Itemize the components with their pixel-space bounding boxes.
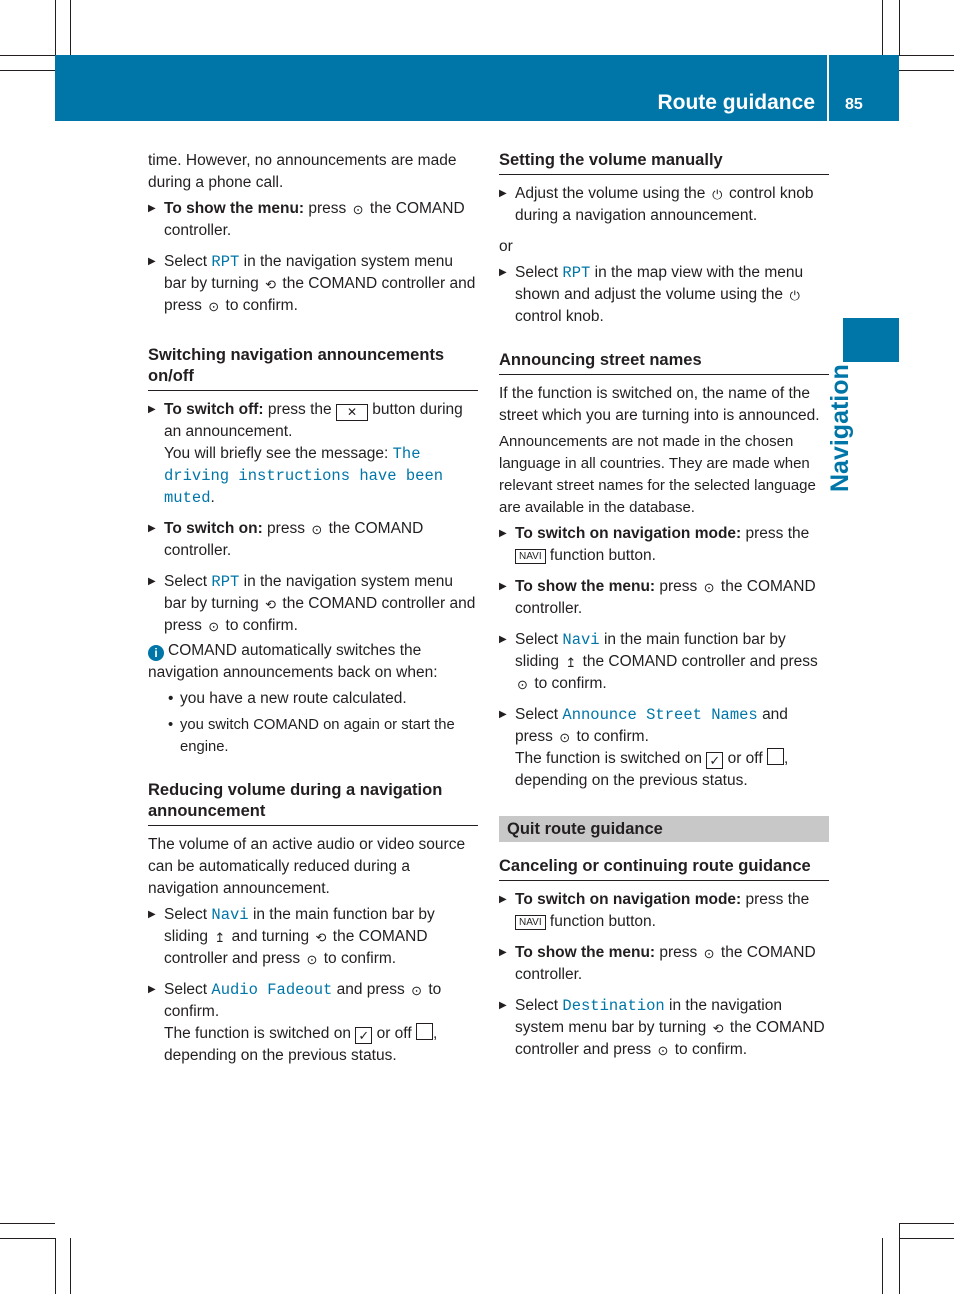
press-icon: ⊙: [352, 202, 364, 217]
page-header: [55, 55, 899, 121]
turn-controller-icon: ⟲: [315, 930, 327, 945]
reduce-text: The volume of an active audio or video source can be automatically reduced during a navigation announcement.: [148, 836, 466, 897]
press-icon: ⊙: [208, 619, 220, 634]
crop-mark: [70, 0, 71, 55]
heading-cancel: Canceling or continuing route guidance: [499, 856, 829, 881]
step-show-menu-r2: ▶ To show the menu: press ⊙ the COMAND controller.: [499, 942, 829, 986]
checkbox-empty-icon: [767, 748, 784, 765]
crop-mark: [70, 1238, 71, 1294]
left-column: [148, 150, 478, 1076]
step-show-menu-r: ▶ To show the menu: press ⊙ the COMAND controller.: [499, 576, 829, 620]
step-show-menu: ▶ To show the menu: press ⊙ the COMAND controller.: [148, 198, 478, 242]
page-number: 85: [845, 96, 863, 113]
header-divider: [827, 55, 829, 121]
heading-volume: Setting the volume manually: [499, 150, 829, 175]
press-icon: ⊙: [306, 952, 318, 967]
navi-key-icon: NAVI: [515, 915, 546, 930]
or-text: or: [499, 238, 513, 255]
list-item: • you switch COMAND on again or start the engine.: [148, 714, 478, 758]
slide-up-icon: ↥: [565, 655, 577, 670]
crop-mark: [0, 55, 55, 56]
street-text-1: If the function is switched on, the name of the street which you are turning into is announced.: [499, 385, 820, 424]
step-switch-off: ▶ To switch off: press the ✕ button during an announcement. You will briefly see the message: The driving instructions have been muted.: [148, 399, 478, 509]
step-switch-on: ▶ To switch on: press ⊙ the COMAND controller.: [148, 518, 478, 562]
heading-switching: Switching navigation announcements on/off: [148, 345, 478, 391]
crop-mark: [882, 1238, 883, 1294]
crop-mark: [882, 0, 883, 55]
step-audio-fadeout: ▶ Select Audio Fadeout and press ⊙ to confirm. The function is switched on ✓ or off , depending on the previous status.: [148, 979, 478, 1067]
chapter-label: Navigation: [826, 364, 854, 492]
crop-mark: [899, 1223, 954, 1224]
crop-mark: [0, 70, 55, 71]
step-navi-mode: ▶ To switch on navigation mode: press the NAVI function button.: [499, 523, 829, 567]
step-navi-mode-2: ▶ To switch on navigation mode: press the NAVI function button.: [499, 889, 829, 933]
section-quit-route: Quit route guidance: [499, 816, 829, 842]
crop-mark: [0, 1223, 55, 1224]
press-icon: ⊙: [208, 299, 220, 314]
crop-mark: [899, 70, 954, 71]
checkbox-checked-icon: ✓: [355, 1027, 372, 1044]
turn-controller-icon: ⟲: [712, 1021, 724, 1036]
checkbox-checked-icon: ✓: [706, 752, 723, 769]
turn-controller-icon: ⟲: [265, 597, 277, 612]
navi-key-icon: NAVI: [515, 549, 546, 564]
crop-mark: [0, 1238, 55, 1239]
step-select-rpt: ▶ Select RPT in the navigation system menu bar by turning ⟲ the COMAND controller and press ⊙ to confirm.: [148, 251, 478, 317]
press-icon: ⊙: [517, 677, 528, 692]
checkbox-empty-icon: [416, 1023, 433, 1040]
crop-mark: [55, 1238, 56, 1294]
mute-button-icon: ✕: [336, 404, 368, 421]
crop-mark: [55, 0, 56, 55]
crop-mark: [899, 0, 900, 55]
intro-text: time. However, no announcements are made during a phone call.: [148, 152, 457, 191]
press-icon: ⊙: [311, 522, 323, 537]
right-column: [499, 150, 829, 1070]
volume-knob-icon: ⏻: [712, 187, 723, 202]
step-adjust-volume: ▶ Adjust the volume using the ⏻ control knob during a navigation announcement.: [499, 183, 829, 227]
press-icon: ⊙: [559, 730, 571, 745]
turn-controller-icon: ⟲: [265, 277, 277, 292]
info-note: i COMAND automatically switches the navigation announcements back on when:: [148, 642, 438, 681]
step-select-rpt-map: ▶ Select RPT in the map view with the menu shown and adjust the volume using the ⏻ control knob.: [499, 262, 829, 328]
heading-street-names: Announcing street names: [499, 350, 829, 375]
step-select-rpt-2: ▶ Select RPT in the navigation system menu bar by turning ⟲ the COMAND controller and press ⊙ to confirm.: [148, 571, 478, 637]
step-select-navi: ▶ Select Navi in the main function bar by sliding ↥ and turning ⟲ the COMAND controller and press ⊙ to confirm.: [148, 904, 478, 970]
list-item: • you have a new route calculated.: [148, 688, 478, 710]
info-icon: i: [148, 645, 164, 661]
crop-mark: [899, 1238, 954, 1239]
press-icon: ⊙: [703, 580, 715, 595]
press-icon: ⊙: [703, 946, 715, 961]
step-select-destination: ▶ Select Destination in the navigation system menu bar by turning ⟲ the COMAND controller and press ⊙ to confirm.: [499, 995, 829, 1061]
volume-knob-icon: ⏻: [789, 288, 800, 303]
crop-mark: [899, 1223, 900, 1294]
crop-mark: [899, 55, 954, 56]
slide-up-icon: ↥: [214, 930, 226, 945]
step-select-navi-r: ▶ Select Navi in the main function bar by sliding ↥ the COMAND controller and press ⊙ to confirm.: [499, 629, 829, 695]
chapter-tab: [843, 318, 899, 362]
street-text-2: Announcements are not made in the chosen language in all countries. They are made when relevant street names for the selected language are available in the database.: [499, 433, 816, 516]
press-icon: ⊙: [657, 1043, 669, 1058]
heading-reducing: Reducing volume during a navigation announcement: [148, 780, 478, 826]
press-icon: ⊙: [411, 983, 422, 998]
section-title: Route guidance: [657, 91, 815, 114]
step-announce-street: ▶ Select Announce Street Names and press ⊙ to confirm. The function is switched on ✓ or off , depending on the previous status.: [499, 704, 829, 792]
